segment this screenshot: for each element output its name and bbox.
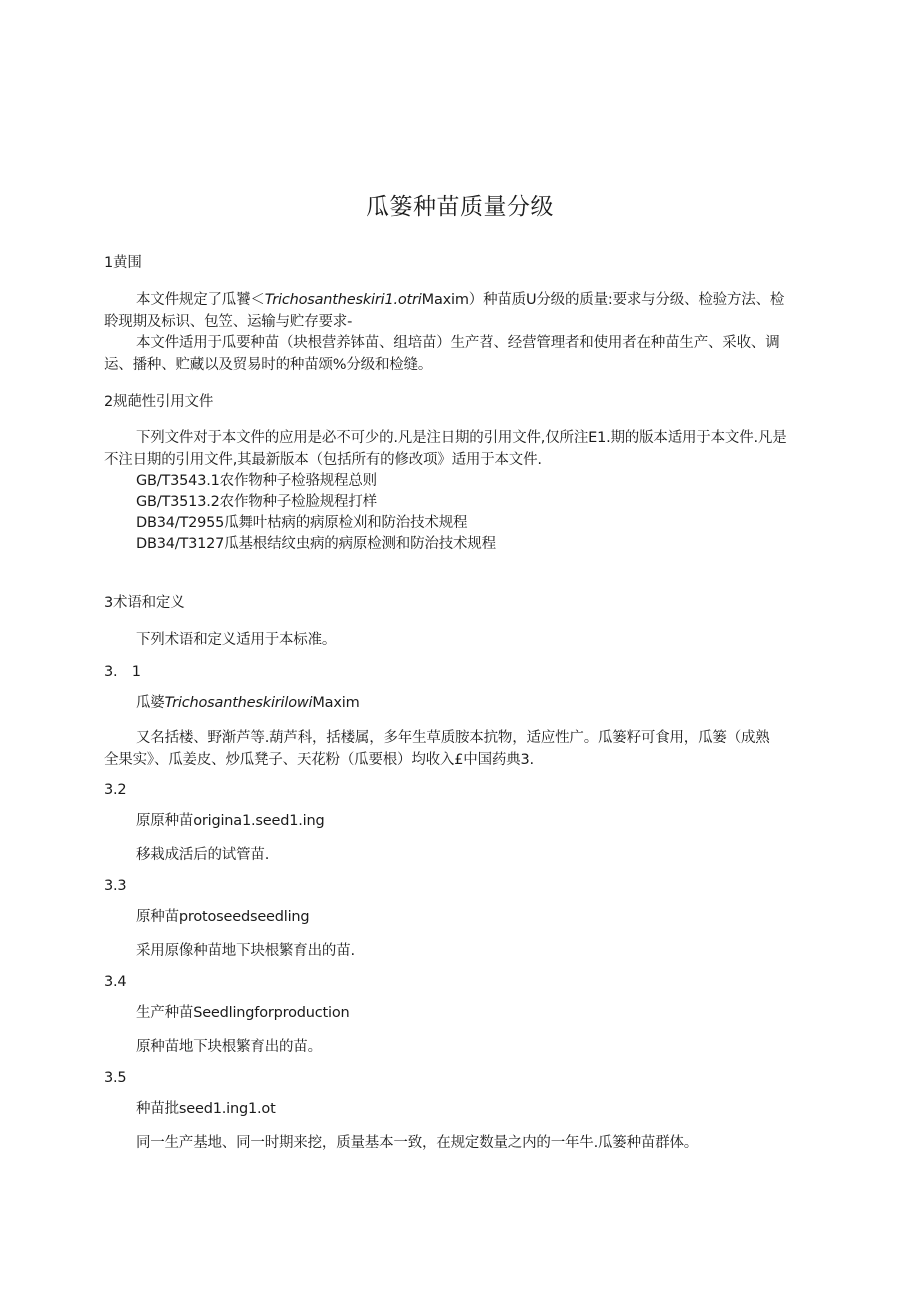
section-2-para-line-2: 不注日期的引用文件,其最新版本（包括所有的修改项》适用于本文件. [104,452,542,468]
term-number: 3.2 [104,782,127,798]
term-name: 原种苗protoseedseedling [136,909,310,925]
term-number: 3.3 [104,878,127,894]
term-name: 种苗批seed1.ing1.ot [136,1101,276,1117]
section-1-para-1-line-1 [136,289,784,311]
latin-name: Trichosantheskirilowi [164,695,313,711]
section-3-heading: 3术语和定义 [104,595,185,611]
term-number: 3.5 [104,1070,127,1086]
term-definition: 同一生产基地、同一时期来挖，质量基本一致，在规定数量之内的一年牛.瓜篓种苗群体。 [136,1135,699,1151]
term-number: 3. 1 [104,664,141,680]
text-segment: 瓜婆 [136,695,165,711]
section-2-heading: 2规葩性引用文件 [104,394,214,410]
section-1-para-2-line-1: 本文件适用于瓜要种苗（块根营养钵苗、组培苗）生产苕、经营管理者和使用者在种苗生产、采收、调 [136,335,780,351]
term-name [136,692,360,714]
section-2-para-line-1: 下列文件对于本文件的应用是必不可少的.凡是注日期的引用文件,仅所注E1.期的版本适用于本文件.凡是 [136,430,787,446]
reference-item: GB/T3543.1农作物种子检骆规程总则 [136,473,377,489]
term-number: 3.4 [104,974,127,990]
reference-item: DB34/T3127瓜基根结纹虫病的病原检测和防治技术规程 [136,536,496,552]
text-segment: 本文件规定了瓜饕＜ [136,292,265,308]
term-definition-line-1: 又名括楼、野渐芦等.葫芦科，括楼属，多年生草质胺本抗物，适应性广。瓜篓籽可食用，瓜篓（成熟 [136,730,770,746]
reference-item: GB/T3513.2农作物种子检脸规程打样 [136,494,377,510]
term-name: 生产种苗Seedlingforproduction [136,1005,350,1021]
text-segment: Maxim [312,695,360,711]
page-title: 瓜篓种苗质量分级 [366,194,554,220]
term-definition: 采用原像种苗地下块根繁育出的苗. [136,943,355,959]
section-1-heading: 1黄围 [104,255,142,271]
section-1-para-2-line-2: 运、播种、贮藏以及贸易时的种苗颂%分级和检缝。 [104,357,433,373]
section-1-para-1-line-2: 聆现期及标识、包笠、运输与贮存要求- [104,314,353,330]
term-definition: 移栽成活后的试管苗. [136,847,270,863]
term-definition-line-2: 全果实》、瓜姜皮、炒瓜凳子、天花粉（瓜要根）均收入£中国药典3. [104,752,534,768]
section-3-intro: 下列术语和定义适用于本标准。 [136,632,337,648]
latin-name: Trichosantheskiri1.otri [264,292,422,308]
reference-item: DB34/T2955瓜舞叶枯病的病原检刈和防治技术规程 [136,515,468,531]
text-segment: Maxim）种苗质U分级的质量:要求与分级、检验方法、检 [421,292,785,308]
term-name: 原原种苗origina1.seed1.ing [136,813,325,829]
term-definition: 原种苗地下块根繁育出的苗。 [136,1039,322,1055]
